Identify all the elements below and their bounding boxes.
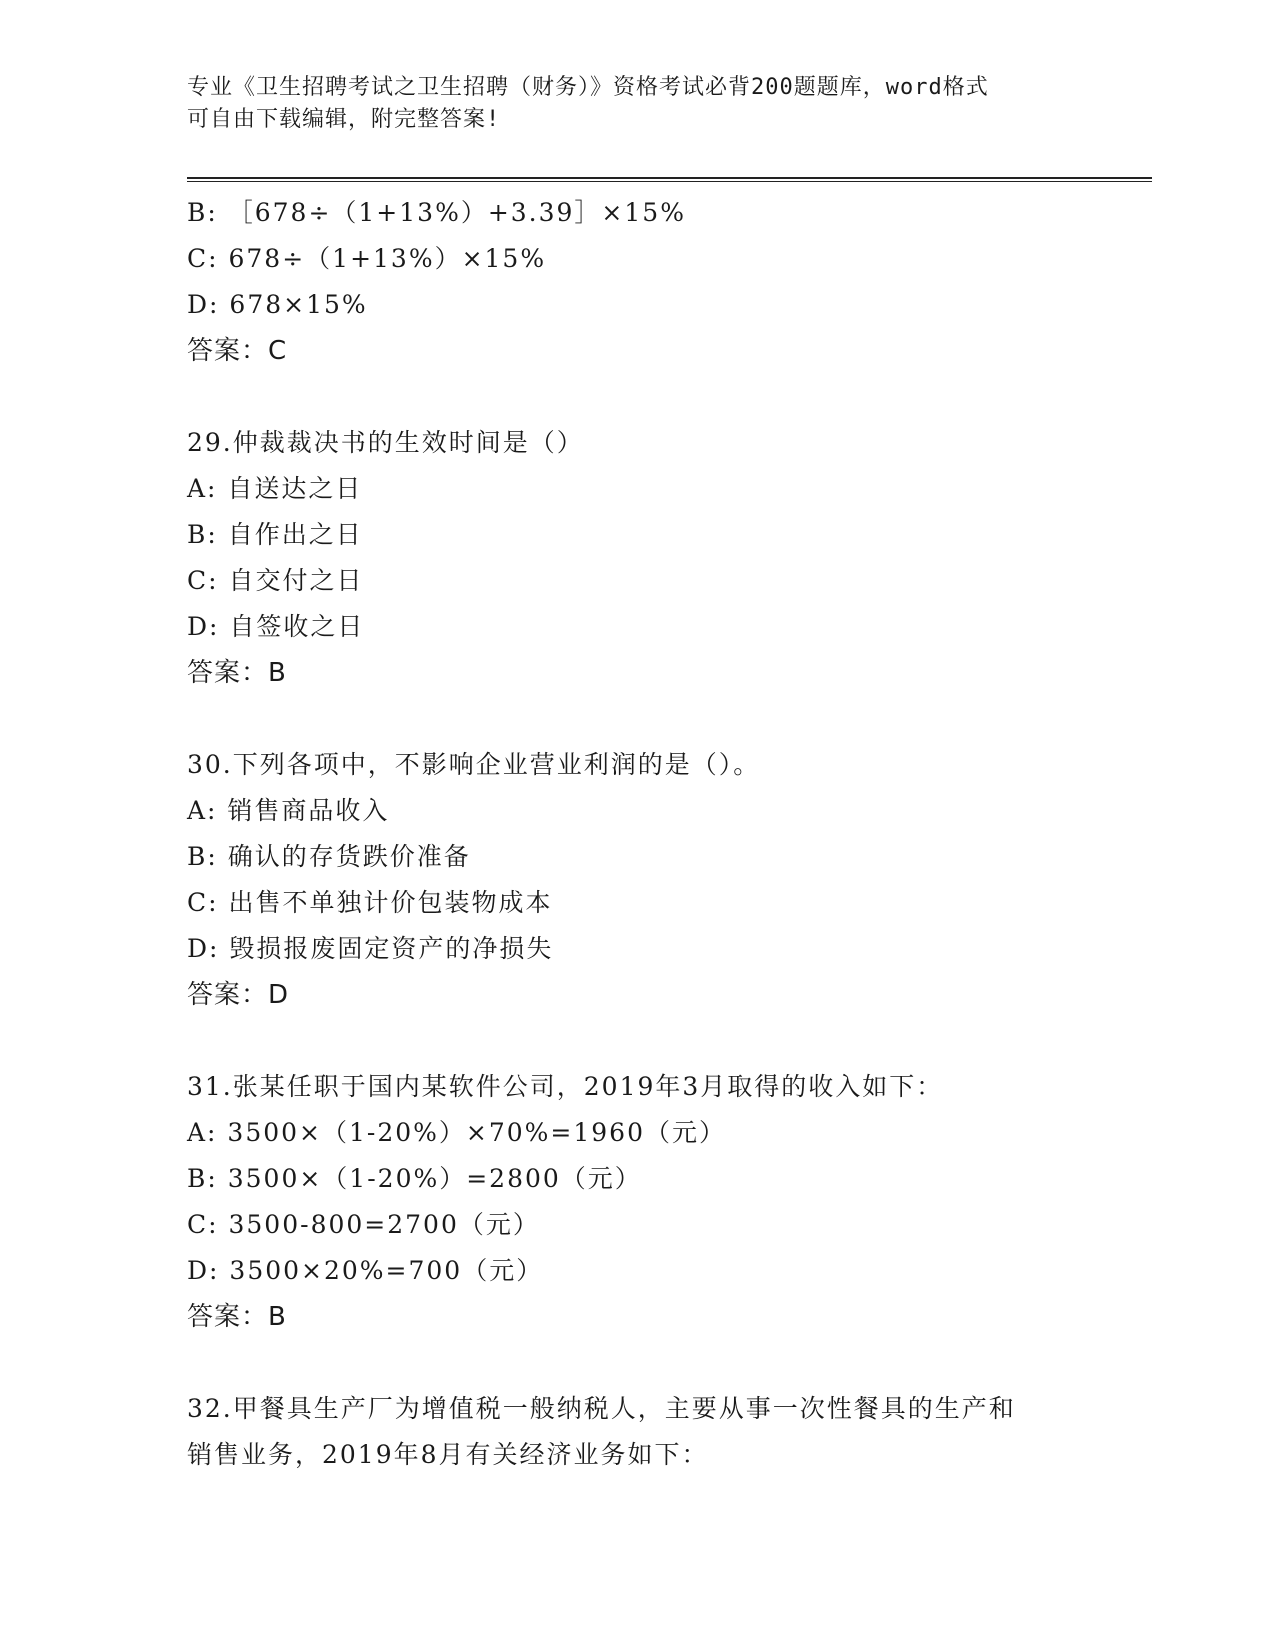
spacer <box>187 1340 1087 1386</box>
header-line-2: 可自由下载编辑，附完整答案! <box>187 107 501 132</box>
option-b: B: 3500×（1-20%）=2800（元） <box>187 1164 642 1193</box>
spacer <box>187 1018 1087 1064</box>
question-32 <box>187 1386 1087 1478</box>
question-31 <box>187 1064 1087 1340</box>
header-divider-thick <box>187 177 1152 179</box>
answer: 答案：D <box>187 980 290 1010</box>
question-stem-line-1: 32.甲餐具生产厂为增值税一般纳税人，主要从事一次性餐具的生产和 <box>187 1394 1016 1423</box>
option-c: C: 678÷（1+13%）×15% <box>187 244 547 273</box>
option-a: A: 销售商品收入 <box>187 796 390 825</box>
answer: 答案：B <box>187 1302 287 1332</box>
spacer <box>187 374 1087 420</box>
option-c: C: 自交付之日 <box>187 566 364 595</box>
question-stem-line-2: 销售业务，2019年8月有关经济业务如下： <box>187 1440 709 1469</box>
option-c: C: 3500-800=2700（元） <box>187 1210 540 1239</box>
header-line-1: 专业《卫生招聘考试之卫生招聘（财务）》资格考试必背200题题库，word格式 <box>187 75 989 100</box>
spacer <box>187 696 1087 742</box>
question-stem: 31.张某任职于国内某软件公司，2019年3月取得的收入如下： <box>187 1072 944 1101</box>
answer: 答案：C <box>187 336 288 366</box>
option-c: C: 出售不单独计价包装物成本 <box>187 888 553 917</box>
question-stem: 30.下列各项中，不影响企业营业利润的是（）。 <box>187 750 761 779</box>
option-d: D: 678×15% <box>187 290 368 319</box>
option-a: A: 3500×（1-20%）×70%=1960（元） <box>187 1118 726 1147</box>
option-b: B: 确认的存货跌价准备 <box>187 842 471 871</box>
option-b: B: ［678÷（1+13%）+3.39］×15% <box>187 198 686 227</box>
question-28-tail <box>187 190 1087 374</box>
question-list <box>187 190 1087 1478</box>
question-29 <box>187 420 1087 696</box>
option-d: D: 自签收之日 <box>187 612 365 641</box>
question-30 <box>187 742 1087 1018</box>
header-divider-thin <box>187 181 1152 182</box>
answer: 答案：B <box>187 658 287 688</box>
option-d: D: 3500×20%=700（元） <box>187 1256 544 1285</box>
document-header <box>187 72 1087 136</box>
option-b: B: 自作出之日 <box>187 520 363 549</box>
option-d: D: 毁损报废固定资产的净损失 <box>187 934 554 963</box>
question-stem: 29.仲裁裁决书的生效时间是（） <box>187 428 584 457</box>
option-a: A: 自送达之日 <box>187 474 363 503</box>
